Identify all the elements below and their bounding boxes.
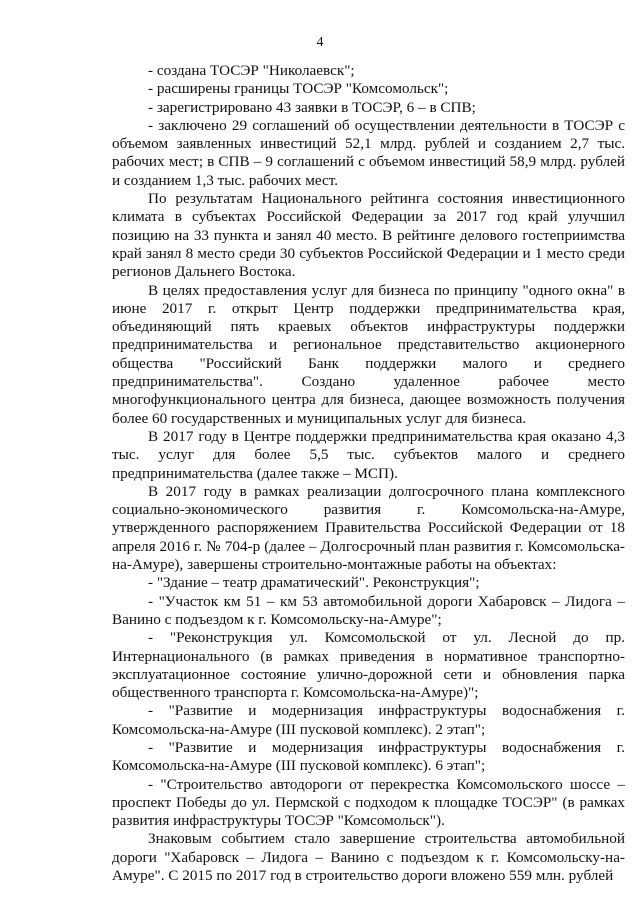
paragraph-services-2017: В 2017 году в Центре поддержки предпринимательства края оказано 4,3 тыс. услуг для более 5,5 тыс. субъектов малого и среднего предпринимательства (далее также – МСП). xyxy=(112,427,625,482)
list-item-nikolaevsk: - создана ТОСЭР "Николаевск"; xyxy=(148,62,355,79)
paragraph-long-term-plan: В 2017 году в рамках реализации долгосрочного плана комплексного социально-экономического развития г. Комсомольска-на-Амуре, утвержденного распоряжением Правительства Российской Федерации от 18 апреля 2016 г. № 704-р (далее – Долгосрочный план развития г. Комсомольска-на-Амуре), завершены строительно-монтажные работы на объектах: xyxy=(112,482,625,574)
list-item-applications: - зарегистрировано 43 заявки в ТОСЭР, 6 – в СПВ; xyxy=(148,98,476,116)
page-number: 4 xyxy=(316,35,324,50)
list-item-komsomolsk-borders: - расширены границы ТОСЭР "Комсомольск"; xyxy=(148,80,449,98)
list-item-water-stage-2: - "Развитие и модернизация инфраструктуры водоснабжения г. Комсомольска-на-Амуре (III пусковой комплекс). 2 этап"; xyxy=(112,702,625,738)
document-body xyxy=(112,62,625,885)
list-item-road-section: - "Участок км 51 – км 53 автомобильной дороги Хабаровск – Лидога – Ванино с подъездом к г. Комсомольску-на-Амуре"; xyxy=(112,592,625,628)
paragraph-road-completion: Знаковым событием стало завершение строительства автомобильной дороги "Хабаровск – Лидога – Ванино с подъездом к г. Комсомольску-на-Амуре". С 2015 по 2017 год в строительство дороги вложено 559 млн. рублей xyxy=(112,830,625,885)
list-item-theatre: - "Здание – театр драматический". Реконструкция"; xyxy=(148,574,480,592)
paragraph-one-window-center: В целях предоставления услуг для бизнеса по принципу "одного окна" в июне 2017 г. открыт Центр поддержки предпринимательства края, объединяющий пять краевых объектов инфраструктуры поддержки предпринимательства и региональное представительство акционерного общества "Российский Банк поддержки малого и среднего предпринимательства". Создано удаленное рабочее место многофункционального центра для бизнеса, дающее возможность получения более 60 государственных и муниципальных услуг для бизнеса. xyxy=(112,281,625,427)
paragraph-investment-rating: По результатам Национального рейтинга состояния инвестиционного климата в субъектах Российской Федерации за 2017 год край улучшил позицию на 33 пункта и занял 40 место. В рейтинге делового гостеприимства край занял 8 место среди 30 субъектов Российской Федерации и 1 место среди регионов Дальнего Востока. xyxy=(112,190,625,281)
list-item-water-stage-6: - "Развитие и модернизация инфраструктуры водоснабжения г. Комсомольска-на-Амуре (III пусковой комплекс). 6 этап"; xyxy=(112,738,625,775)
list-item-agreements: - заключено 29 соглашений об осуществлении деятельности в ТОСЭР с объемом заявленных инвестиций 52,1 млрд. рублей и созданием 2,7 тыс. рабочих мест; в СПВ – 9 соглашений с объемом инвестиций 58,9 млрд. рублей и созданием 1,3 тыс. рабочих мест. xyxy=(112,116,625,189)
list-item-street-reconstruction: - "Реконструкция ул. Комсомольской от ул. Лесной до пр. Интернационального (в рамках приведения в нормативное транспортно-эксплуатационное состояние улично-дорожной сети и обновления парка общественного транспорта г. Комсомольска-на-Амуре)"; xyxy=(112,629,625,702)
list-item-highway-construction: - "Строительство автодороги от перекрестка Комсомольского шоссе – проспект Победы до ул. Пермской с подходом к площадке ТОСЭР" (в рамках развития инфраструктуры ТОСЭР "Комсомольск"). xyxy=(112,775,625,830)
